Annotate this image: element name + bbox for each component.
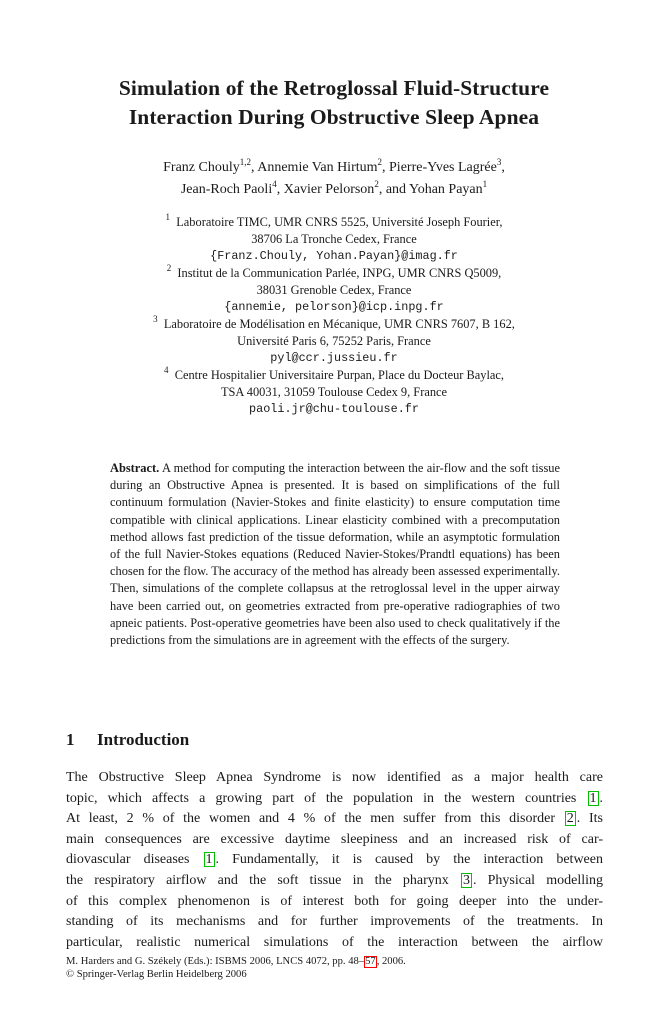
author-line-1 bbox=[40, 157, 628, 179]
affiliation-text: Laboratoire TIMC, UMR CNRS 5525, Université Joseph Fourier, bbox=[176, 215, 503, 229]
body-line: main consequences are excessive daytime sleepiness and an increased risk of car- bbox=[66, 831, 603, 847]
section-heading bbox=[66, 728, 189, 752]
author-affil-mark: 2 bbox=[377, 157, 383, 167]
author-name: , Pierre-Yves Lagrée bbox=[382, 160, 497, 175]
title-line-2: Interaction During Obstructive Sleep Apnea bbox=[128, 105, 540, 129]
affiliation-4 bbox=[40, 367, 628, 418]
author-name: , and Yohan Payan bbox=[378, 182, 483, 197]
author-name: , Xavier Pelorson bbox=[276, 182, 375, 197]
affiliation-mark: 4 bbox=[164, 365, 169, 375]
affiliation-list bbox=[40, 214, 628, 418]
author-affil-mark: 3 bbox=[496, 157, 502, 167]
affiliation-line bbox=[40, 265, 628, 282]
abstract-text: A method for computing the interaction between the air-flow and the soft tissue during an Obstructive Apnea is presented. It is based on simplifications of the full continuum formulation (Navier-Stokes and finite elasticity) to ensure computation time compatible with clinical applications. Linear elasticity combined with a precomputation method allows fast prediction of the tissue deformation, while an asymptotic formulation of the full Navier-Stokes equations (Reduced Navier-Stokes/Prandtl equations) has been chosen for the flow. The accuracy of the method has already been assessed experimentally. Then, simulations of the complete collapsus at the retroglossal level in the upper airway have been carried out, on geometries extracted from pre-operative radiographies of two apneic patients. Post-operative geometries have been also used to check qualitatively if the predictions from the simulations are in agreement with the effects of the surgery. bbox=[110, 461, 560, 648]
citation-link[interactable]: 1 bbox=[589, 790, 597, 806]
citation-link[interactable]: 1 bbox=[205, 852, 213, 868]
author-line-2 bbox=[40, 179, 628, 201]
affiliation-line bbox=[40, 367, 628, 384]
affiliation-email[interactable]: {annemie, pelorson}@icp.inpg.fr bbox=[224, 300, 444, 314]
affiliation-line bbox=[40, 214, 628, 231]
affiliation-text: Institut de la Communication Parlée, INPG, UMR CNRS Q5009, bbox=[177, 266, 502, 280]
body-line: diovascular diseases 1 . Fundamentally, it is caused by the interaction between bbox=[66, 852, 603, 868]
body-line: standing of its mechanisms and for further improvements of the treatments. In bbox=[66, 914, 603, 930]
footer-copyright: © Springer-Verlag Berlin Heidelberg 2006 bbox=[66, 969, 247, 980]
body-line: The Obstructive Sleep Apnea Syndrome is now identified as a major health care bbox=[66, 770, 603, 785]
abstract-label: Abstract. bbox=[110, 461, 160, 475]
affiliation-3 bbox=[40, 316, 628, 367]
body-line: At least, 2 % of the women and 4 % of the men suffer from this disorder 2 . Its bbox=[66, 811, 604, 827]
author-separator: , bbox=[501, 160, 505, 175]
title-line-1: Simulation of the Retroglossal Fluid-Structure bbox=[118, 76, 550, 100]
affiliation-mark: 1 bbox=[165, 212, 171, 222]
affiliation-mark: 3 bbox=[153, 314, 158, 324]
body-line: of this complex phenomenon is of interest both for going deeper into the under- bbox=[66, 893, 603, 909]
body-line: particular, realistic numerical simulations of the interaction between the airflow bbox=[66, 934, 603, 950]
affiliation-email[interactable]: {Franz.Chouly, Yohan.Payan}@imag.fr bbox=[210, 249, 458, 263]
affiliation-address: 38031 Grenoble Cedex, France bbox=[256, 283, 412, 297]
citation-link[interactable]: 2 bbox=[566, 811, 574, 827]
author-name: Franz Chouly bbox=[163, 160, 240, 175]
affiliation-address: TSA 40031, 31059 Toulouse Cedex 9, France bbox=[220, 385, 448, 399]
affiliation-email[interactable]: paoli.jr@chu-toulouse.fr bbox=[249, 402, 419, 416]
affiliation-2 bbox=[40, 265, 628, 316]
affiliation-mark: 2 bbox=[166, 263, 172, 273]
affiliation-text: Laboratoire de Modélisation en Mécanique, UMR CNRS 7607, B 162, bbox=[163, 317, 515, 331]
affiliation-line bbox=[40, 316, 628, 333]
affiliation-text: Centre Hospitalier Universitaire Purpan, Place du Docteur Baylac, bbox=[174, 368, 504, 382]
footer-citation: M. Harders and G. Székely (Eds.): ISBMS 2006, LNCS 4072, pp. 48–57, 2006. bbox=[66, 956, 406, 967]
author-name: , Annemie Van Hirtum bbox=[251, 160, 378, 175]
affiliation-1 bbox=[40, 214, 628, 265]
affiliation-address: 38706 La Tronche Cedex, France bbox=[251, 232, 417, 246]
page-range-link[interactable]: 57 bbox=[365, 956, 376, 967]
author-affil-mark: 2 bbox=[374, 179, 379, 189]
citation-link[interactable]: 3 bbox=[462, 872, 470, 888]
author-affil-mark: 4 bbox=[272, 179, 277, 189]
section-title: Introduction bbox=[97, 730, 190, 749]
section-number: 1 bbox=[66, 730, 75, 749]
author-list bbox=[40, 157, 628, 201]
intro-paragraph bbox=[66, 768, 603, 953]
body-line: topic, which affects a growing part of the population in the western countries 1 . bbox=[66, 790, 603, 806]
paper-title bbox=[40, 74, 628, 132]
author-affil-mark: 1 bbox=[482, 179, 488, 189]
body-line: the respiratory airflow and the soft tissue in the pharynx 3 . Physical modelling bbox=[66, 872, 604, 888]
affiliation-email[interactable]: pyl@ccr.jussieu.fr bbox=[270, 351, 398, 365]
author-affil-mark: 1,2 bbox=[239, 157, 251, 167]
affiliation-address: Université Paris 6, 75252 Paris, France bbox=[237, 334, 431, 348]
abstract bbox=[110, 460, 560, 649]
author-name: Jean-Roch Paoli bbox=[180, 182, 273, 197]
page-footer bbox=[66, 955, 406, 981]
